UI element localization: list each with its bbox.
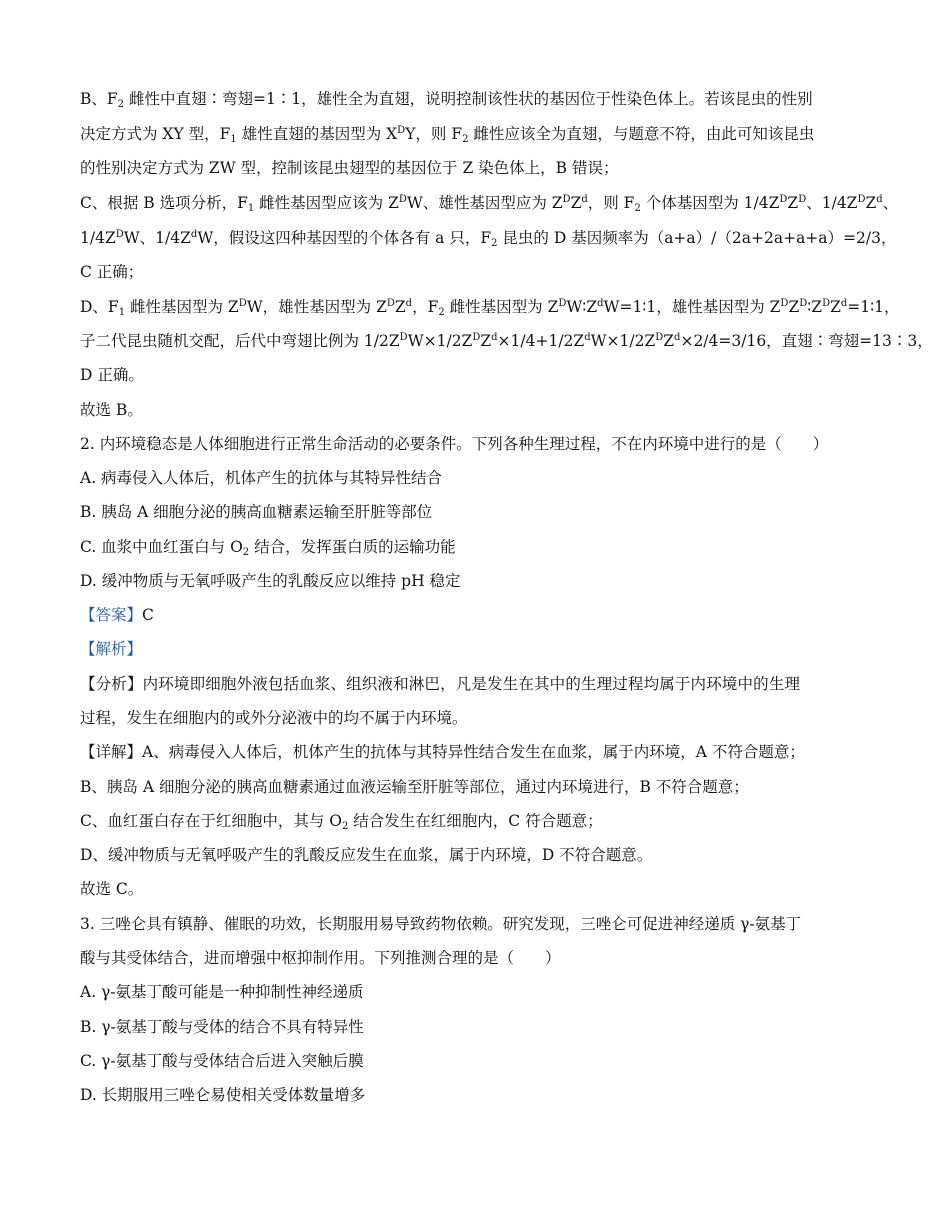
question-3-option-c: C. γ-氨基丁酸与受体结合后进入突触后膜 xyxy=(80,1052,364,1070)
question-2-stem: 2. 内环境稳态是人体细胞进行正常生命活动的必要条件。下列各种生理过程，不在内环境中进行的是（ ） xyxy=(80,435,829,453)
answer-line: 【答案】C xyxy=(80,606,154,624)
text-line: 故选 B。 xyxy=(80,401,143,419)
text-line: 的性别决定方式为 ZW 型，控制该昆虫翅型的基因位于 Z 染色体上，B 错误； xyxy=(80,159,619,177)
question-2-option-b: B. 胰岛 A 细胞分泌的胰高血糖素运输至肝脏等部位 xyxy=(80,503,433,521)
text-line: D 正确。 xyxy=(80,366,144,384)
text-line: D、$F_1$ 雌性基因型为 $Z^DW$，雄性基因型为 $Z^DZ^d$，$F_2$ 雌性基因型为 $Z^DW∶Z^dW=1∶1$，雄性基因型为 $Z^DZ^D∶Z^DZ^d=1∶1$， xyxy=(80,298,900,318)
text-line: 【详解】A、病毒侵入人体后，机体产生的抗体与其特异性结合发生在血浆，属于内环境，A 不符合题意； xyxy=(80,743,805,761)
text-line: D、缓冲物质与无氧呼吸产生的乳酸反应发生在血浆，属于内环境，D 不符合题意。 xyxy=(80,846,653,864)
question-3-option-b: B. γ-氨基丁酸与受体的结合不具有特异性 xyxy=(80,1018,364,1036)
text-line: C、血红蛋白存在于红细胞中，其与 $O_2$ 结合发生在红细胞内，C 符合题意； xyxy=(80,812,603,832)
text-line: C 正确； xyxy=(80,263,144,281)
question-3-option-d: D. 长期服用三唑仑易使相关受体数量增多 xyxy=(80,1086,366,1104)
question-2-option-d: D. 缓冲物质与无氧呼吸产生的乳酸反应以维持 pH 稳定 xyxy=(80,572,461,590)
text-line: C、根据 B 选项分析，$F_1$ 雌性基因型应该为 $Z^DW$、雄性基因型应为 $Z^DZ^d$，则 $F_2$ 个体基因型为 $1/4Z^DZ^D$、$1/4Z^DZ^d$、 xyxy=(80,194,899,214)
question-3-stem: 3. 三唑仑具有镇静、催眠的功效，长期服用易导致药物依赖。研究发现，三唑仑可促进神经递质 γ-氨基丁 xyxy=(80,915,802,933)
question-3-stem: 酸与其受体结合，进而增强中枢抑制作用。下列推测合理的是（ ） xyxy=(80,949,561,967)
question-2-option-c: C. 血浆中血红蛋白与 $O_2$ 结合，发挥蛋白质的运输功能 xyxy=(80,538,456,558)
question-2-option-a: A. 病毒侵入人体后，机体产生的抗体与其特异性结合 xyxy=(80,469,443,487)
text-line: $1/4Z^DW$、$1/4Z^dW$，假设这四种基因型的个体各有 a 只，$F_2$ 昆虫的 D 基因频率为（a+a）/（2a+2a+a+a）=2/3， xyxy=(80,229,897,249)
text-line: B、$F_2$ 雌性中直翅∶弯翅=1∶1，雄性全为直翅，说明控制该性状的基因位于性染色体上。若该昆虫的性别 xyxy=(80,90,813,110)
question-3-option-a: A. γ-氨基丁酸可能是一种抑制性神经递质 xyxy=(80,983,364,1001)
text-line: 【分析】内环境即细胞外液包括血浆、组织液和淋巴，凡是发生在其中的生理过程均属于内环境中的生理 xyxy=(80,675,800,693)
text-line: 子二代昆虫随机交配，后代中弯翅比例为 $1/2Z^DW\times 1/2Z^DZ^d\times 1/4+1/2Z^dW\times 1/2Z^DZ^d\times 2/4=3/16$，直翅∶弯翅=13∶3， xyxy=(80,332,933,350)
text-line: 故选 C。 xyxy=(80,880,144,898)
text-line: B、胰岛 A 细胞分泌的胰高血糖素通过血液运输至肝脏等部位，通过内环境进行，B 不符合题意； xyxy=(80,778,749,796)
analysis-heading: 【解析】 xyxy=(80,640,143,658)
text-line: 决定方式为 XY 型，$F_1$ 雄性直翅的基因型为 $X^DY$，则 $F_2$ 雌性应该全为直翅，与题意不符，由此可知该昆虫 xyxy=(80,125,815,145)
text-line: 过程，发生在细胞内的或外分泌液中的均不属于内环境。 xyxy=(80,709,468,727)
